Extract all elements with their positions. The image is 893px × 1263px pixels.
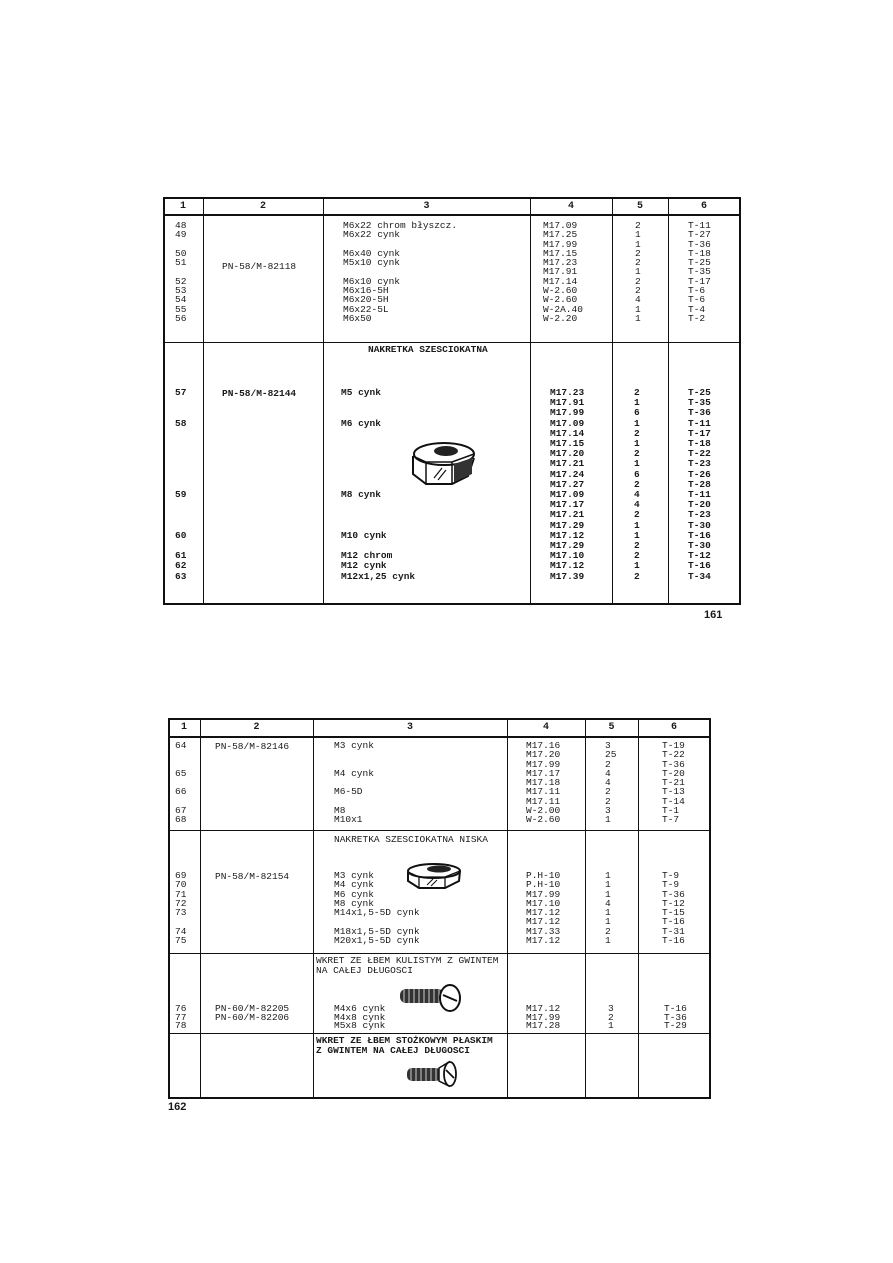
table-border bbox=[163, 603, 741, 605]
item-numbers: 69 70 71 72 73 74 75 bbox=[175, 870, 187, 947]
item-references: T-25 T-35 T-36 T-11 T-17 T-18 T-22 T-23 T-26 T-28 T-11 T-20 T-23 T-30 T-16 T-30 T-12 T-16 T-34 bbox=[688, 387, 711, 582]
item-descriptions: M3 cynk M4 cynk M6-5D M8 M10x1 bbox=[334, 740, 374, 826]
column-header-6: 6 bbox=[700, 201, 707, 212]
column-divider bbox=[530, 197, 531, 605]
column-divider bbox=[313, 718, 314, 1099]
column-header-2: 2 bbox=[259, 201, 266, 212]
item-references: T-9 T-9 T-36 T-12 T-15 T-16 T-31 T-16 bbox=[662, 870, 685, 947]
column-header-2: 2 bbox=[253, 722, 260, 733]
section-heading: NAKRETKA SZESCIOKATNA bbox=[368, 344, 488, 355]
item-descriptions: M4x6 cynk M4x8 cynk M5x8 cynk bbox=[334, 1003, 386, 1031]
table-border bbox=[168, 718, 711, 720]
standard-number: PN-58/M-82154 bbox=[215, 871, 290, 882]
standard-number: PN-58/M-82146 bbox=[215, 741, 290, 752]
hex-nut-illustration bbox=[408, 440, 478, 488]
item-numbers: 76 77 78 bbox=[175, 1003, 187, 1031]
item-quantities: 3 25 2 4 4 2 2 3 1 bbox=[605, 740, 617, 826]
table-border bbox=[739, 197, 741, 605]
column-header-1: 1 bbox=[179, 201, 186, 212]
table-border bbox=[168, 718, 170, 1099]
item-descriptions: M5 cynk M6 cynk M8 cynk M10 cynk M12 chrom M12 cynk M12x1,25 cynk bbox=[341, 387, 416, 582]
section-heading: WKRET ZE ŁBEM STOŻKOWYM PŁASKIM Z GWINTEM NA CAŁEJ DŁUGOSCI bbox=[316, 1035, 493, 1056]
column-divider bbox=[638, 718, 639, 1099]
item-codes: M17.09 M17.25 M17.99 M17.15 M17.23 M17.91 M17.14 W-2.60 W-2.60 W-2A.40 W-2.20 bbox=[543, 220, 583, 324]
header-divider bbox=[163, 214, 741, 216]
column-divider bbox=[163, 197, 165, 605]
column-divider bbox=[200, 718, 201, 1099]
item-numbers: 48 49 50 51 52 53 54 55 56 bbox=[175, 220, 187, 324]
column-divider bbox=[612, 197, 613, 605]
item-references: T-19 T-22 T-36 T-20 T-21 T-13 T-14 T-1 T-7 bbox=[662, 740, 685, 826]
standard-numbers: PN-60/M-82205 PN-60/M-82206 bbox=[215, 1003, 290, 1023]
item-references: T-11 T-27 T-36 T-18 T-25 T-35 T-17 T-6 T-6 T-4 T-2 bbox=[688, 220, 711, 324]
section-heading: WKRET ZE ŁBEM KULISTYM Z GWINTEM NA CAŁEJ DŁUGOSCI bbox=[316, 955, 499, 976]
column-header-4: 4 bbox=[567, 201, 574, 212]
column-header-6: 6 bbox=[670, 722, 677, 733]
item-quantities: 1 1 1 4 1 1 2 1 bbox=[605, 870, 611, 947]
column-divider bbox=[668, 197, 669, 605]
item-descriptions: M3 cynk M4 cynk M6 cynk M8 cynk M14x1,5-5D cynk M18x1,5-5D cynk M20x1,5-5D cynk bbox=[334, 870, 420, 947]
item-numbers: 57 58 59 60 61 62 63 bbox=[175, 387, 187, 582]
countersunk-screw-illustration bbox=[405, 1060, 460, 1088]
page-number: 161 bbox=[704, 609, 723, 621]
item-codes: M17.16 M17.20 M17.99 M17.17 M17.18 M17.11 M17.11 W-2.00 W-2.60 bbox=[526, 740, 561, 826]
table-border bbox=[709, 718, 711, 1099]
page-number: 162 bbox=[168, 1101, 187, 1113]
item-quantities: 3 2 1 bbox=[608, 1003, 614, 1031]
item-quantities: 2 1 1 2 2 1 2 2 4 1 1 bbox=[635, 220, 641, 324]
column-header-4: 4 bbox=[542, 722, 549, 733]
column-divider bbox=[507, 718, 508, 1099]
column-header-3: 3 bbox=[423, 201, 430, 212]
table-border bbox=[168, 1097, 711, 1099]
header-divider bbox=[168, 736, 711, 738]
item-codes: M17.12 M17.99 M17.28 bbox=[526, 1003, 561, 1031]
standard-number: PN-58/M-82144 bbox=[222, 388, 297, 399]
section-heading: NAKRETKA SZESCIOKATNA NISKA bbox=[334, 834, 488, 845]
row-divider bbox=[168, 830, 711, 831]
column-header-3: 3 bbox=[406, 722, 413, 733]
column-divider bbox=[203, 197, 204, 605]
round-head-screw-illustration bbox=[398, 983, 463, 1013]
item-numbers: 64 65 66 67 68 bbox=[175, 740, 187, 826]
row-divider bbox=[168, 1033, 711, 1034]
table-border bbox=[163, 197, 741, 199]
thin-hex-nut-illustration bbox=[403, 862, 463, 890]
item-references: T-16 T-36 T-29 bbox=[664, 1003, 687, 1031]
column-divider bbox=[585, 718, 586, 1099]
column-header-5: 5 bbox=[608, 722, 615, 733]
row-divider bbox=[168, 953, 711, 954]
column-header-5: 5 bbox=[636, 201, 643, 212]
row-divider bbox=[163, 342, 741, 343]
item-codes: M17.23 M17.91 M17.99 M17.09 M17.14 M17.15 M17.20 M17.21 M17.24 M17.27 M17.09 M17.17 M17.21 M17.29 M17.12 M17.29 M17.10 M17.12 M17.39 bbox=[550, 387, 585, 582]
standard-number: PN-58/M-82118 bbox=[222, 261, 297, 272]
item-descriptions: M6x22 chrom błyszcz. M6x22 cynk M6x40 cynk M5x10 cynk M6x10 cynk M6x16-5H M6x20-5H M6x22-5L M6x50 bbox=[343, 220, 458, 324]
item-codes: P.H-10 P.H-10 M17.99 M17.10 M17.12 M17.12 M17.33 M17.12 bbox=[526, 870, 561, 947]
item-quantities: 2 1 6 1 2 1 2 1 6 2 4 4 2 1 1 2 2 1 2 bbox=[634, 387, 640, 582]
column-header-1: 1 bbox=[180, 722, 187, 733]
column-divider bbox=[323, 197, 324, 605]
